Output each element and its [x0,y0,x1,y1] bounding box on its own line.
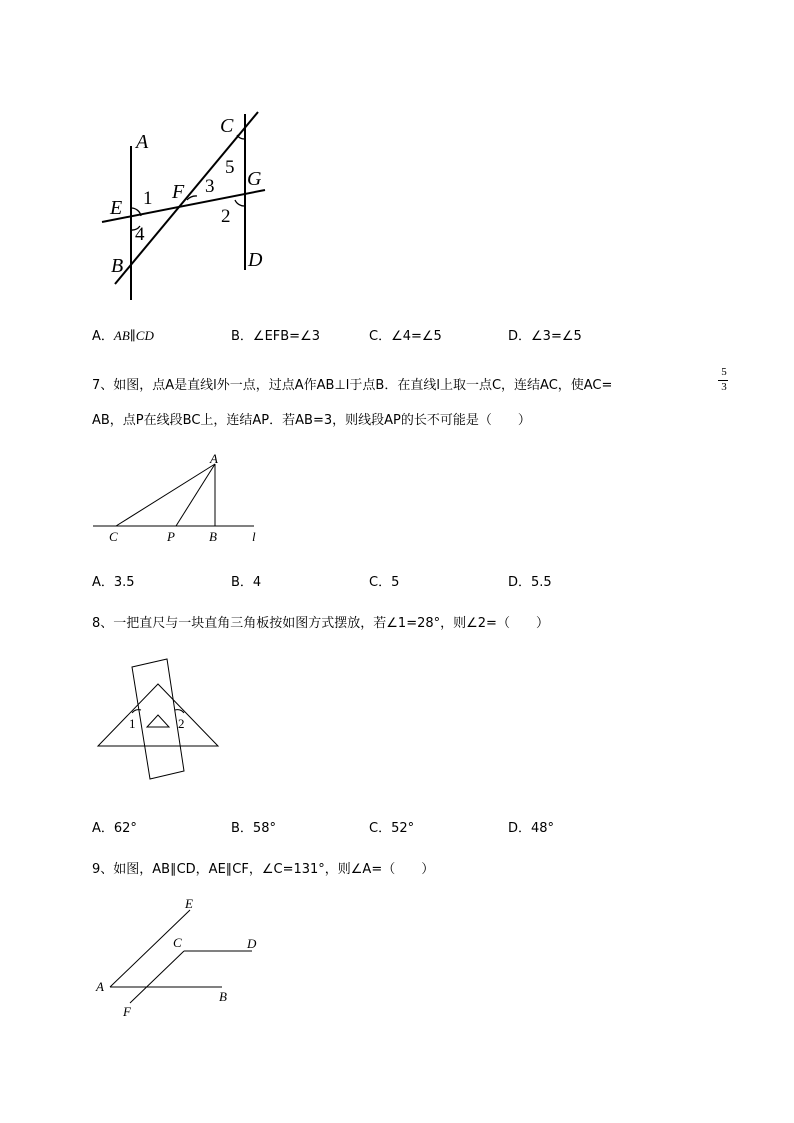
label-angle-5: 5 [225,157,235,178]
arc-angle-5 [237,135,245,139]
figure-q7-triangle [90,450,270,550]
label-angle-1: 1 [129,716,136,731]
q7-fraction [718,366,730,393]
label-E: E [185,896,193,911]
label-F: F [123,1004,131,1019]
line-CF [130,951,184,1003]
label-angle-2: 2 [178,716,185,731]
label-D: D [248,249,263,271]
inner-triangle [147,715,169,727]
q7-fraction-denominator: 3 [721,381,727,393]
q7-fraction-numerator: 5 [721,366,727,378]
q6-option-c-letter: C． [369,329,392,344]
q7-option-b[interactable]: B．4 [231,575,262,590]
segment-AP [176,464,215,526]
q8-option-c[interactable]: C．52° [369,821,415,836]
q7-text-line2: AB，点P在线段BC上，连结AP．若AB=3，则线段AP的长不可能是（ ） [92,413,531,428]
q7-option-d[interactable]: D．5.5 [508,575,552,590]
q6-option-a[interactable] [92,325,154,344]
q7-option-a[interactable]: A．3.5 [92,575,135,590]
label-angle-2: 2 [221,206,231,227]
label-C: C [220,115,234,137]
q8-text: 8、一把直尺与一块直角三角板按如图方式摆放，若∠1=28°，则∠2=（ ） [92,616,549,631]
q6-option-b-letter: B． [231,329,253,344]
q8-option-d[interactable]: D．48° [508,821,555,836]
label-C: C [173,935,182,950]
label-angle-3: 3 [205,176,215,197]
arc-angle-2 [235,200,245,206]
q6-option-d-letter: D． [508,329,532,344]
label-l: l [252,529,256,544]
q6-option-d[interactable] [508,325,582,344]
figure-q9-parallel-lines [92,895,272,1025]
q6-option-c[interactable] [369,325,442,344]
q6-option-a-letter: A． [92,329,114,344]
q7-fraction-bar [718,380,728,381]
q6-option-c-text: ∠4=∠5 [391,329,442,344]
q6-option-a-text: AB∥CD [113,328,154,343]
q9-text: 9、如图，AB∥CD，AE∥CF，∠C=131°，则∠A=（ ） [92,862,435,877]
label-G: G [247,168,262,190]
segment-AC [116,464,215,526]
label-B: B [111,255,124,277]
q6-option-b[interactable] [231,325,320,344]
label-A: A [96,979,104,994]
figure-q8-ruler-triangle [92,655,227,785]
label-P: P [167,529,175,544]
ruler [132,659,184,779]
q7-option-c[interactable]: C．5 [369,575,400,590]
q6-option-b-text: ∠EFB=∠3 [252,329,321,344]
label-E: E [110,197,123,219]
q7-text-line1: 7、如图，点A是直线l外一点，过点A作AB⊥l于点B．在直线l上取一点C，连结AC，使AC= [92,378,613,393]
figure-parallel-lines-angles [95,100,285,305]
label-B: B [209,529,217,544]
label-F: F [172,181,185,203]
label-B: B [219,989,227,1004]
q8-option-a[interactable]: A．62° [92,821,137,836]
label-angle-4: 4 [135,224,145,245]
label-angle-1: 1 [143,188,153,209]
label-A: A [210,451,218,466]
q8-option-b[interactable]: B．58° [231,821,276,836]
label-D: D [247,936,257,951]
q6-option-d-text: ∠3=∠5 [531,329,582,344]
label-C: C [109,529,118,544]
label-A: A [136,131,149,153]
